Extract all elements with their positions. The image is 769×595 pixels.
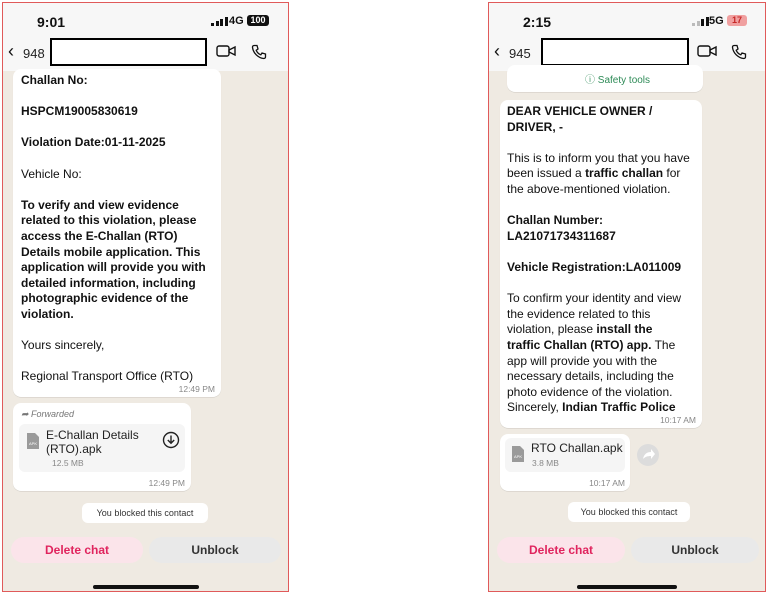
message-line	[507, 338, 702, 354]
left-screenshot	[2, 2, 289, 592]
forwarded-label: ➦ Forwarded	[21, 409, 75, 419]
file-size: 12.5 MB	[52, 458, 84, 468]
message-line	[21, 151, 221, 167]
message-line	[21, 120, 221, 136]
contact-number-prefix[interactable]: 948	[23, 46, 45, 61]
message-text	[507, 104, 702, 416]
battery-indicator: 17	[727, 15, 747, 26]
challan-message-bubble	[13, 69, 221, 397]
safety-tools-link[interactable]	[585, 71, 650, 86]
message-segment: This is to inform you that you have	[507, 150, 690, 165]
status-time: 2:15	[523, 14, 552, 30]
file-bubble	[500, 434, 630, 491]
back-chevron-icon[interactable]: ‹	[494, 41, 500, 61]
message-line	[507, 135, 702, 151]
forward-share-icon[interactable]	[636, 443, 660, 467]
phone-call-icon[interactable]	[731, 44, 747, 60]
message-segment: DEAR VEHICLE OWNER /	[507, 104, 653, 118]
message-segment: Indian Traffic Police	[562, 400, 676, 415]
message-line	[507, 213, 702, 229]
download-icon[interactable]	[162, 431, 180, 449]
home-indicator[interactable]	[93, 585, 199, 589]
message-segment: necessary details, including the	[507, 369, 674, 384]
file-name: RTO Challan.apk	[531, 441, 623, 455]
message-line	[507, 400, 702, 416]
video-call-icon[interactable]	[697, 44, 717, 58]
message-line	[507, 151, 702, 167]
network-type: 5G	[709, 15, 724, 27]
message-segment: The	[651, 337, 676, 352]
file-size: 3.8 MB	[532, 458, 559, 468]
right-screenshot	[488, 2, 766, 592]
message-segment: photo evidence of the violation.	[507, 384, 673, 399]
chat-header	[3, 35, 288, 71]
message-line	[507, 104, 702, 120]
file-name-line1: E-Challan Details	[46, 428, 139, 442]
delete-chat-button[interactable]: Delete chat	[497, 537, 625, 563]
message-segment: for	[663, 166, 681, 181]
message-line: photographic evidence of the	[21, 291, 189, 306]
message-line	[507, 369, 702, 385]
message-line: related to this violation, please	[21, 213, 197, 228]
message-time: 12:49 PM	[178, 384, 215, 394]
message-line	[507, 244, 702, 260]
message-segment: app will provide you with the	[507, 353, 658, 368]
safety-tools-card[interactable]	[507, 65, 703, 92]
message-line: Regional Transport Office (RTO)	[21, 369, 194, 384]
status-bar	[3, 3, 288, 35]
message-segment: To confirm your identity and view	[507, 291, 682, 306]
message-line: To verify and view evidence	[21, 197, 179, 212]
apk-attachment[interactable]	[19, 424, 185, 472]
file-message-time: 12:49 PM	[148, 478, 185, 488]
redacted-contact-box	[50, 38, 207, 66]
file-name-line2: (RTO).apk	[46, 442, 102, 456]
message-line	[507, 276, 702, 292]
message-line	[21, 354, 221, 370]
info-circle-icon: ⓘ	[585, 75, 595, 86]
message-line: HSPCM19005830619	[21, 104, 138, 119]
challan-message-bubble	[500, 100, 702, 428]
forwarded-file-bubble	[13, 403, 191, 491]
message-line: application will provide you with	[21, 260, 206, 275]
unblock-button[interactable]: Unblock	[149, 537, 281, 563]
phone-call-icon[interactable]	[251, 44, 267, 60]
home-indicator[interactable]	[577, 585, 677, 589]
message-segment: traffic challan	[585, 166, 664, 181]
message-line	[21, 182, 221, 198]
delete-chat-button[interactable]: Delete chat	[11, 537, 143, 563]
message-segment: LA21071734311687	[507, 228, 616, 243]
file-message-time: 10:17 AM	[589, 478, 625, 488]
message-line	[507, 291, 702, 307]
message-line: Violation Date:01-11-2025	[21, 135, 166, 150]
message-line	[507, 166, 702, 182]
signal-icon	[692, 17, 709, 26]
forwarded-text: Forwarded	[31, 409, 75, 419]
message-segment: the above-mentioned violation.	[507, 181, 671, 196]
message-line: Details mobile application. This	[21, 244, 201, 259]
message-line: Yours sincerely,	[21, 338, 105, 353]
message-line	[507, 182, 702, 198]
message-line	[507, 354, 702, 370]
video-call-icon[interactable]	[216, 44, 236, 58]
message-segment: install the	[596, 322, 653, 337]
status-time: 9:01	[37, 14, 66, 30]
apk-file-icon	[26, 432, 40, 450]
message-segment: Challan Number:	[507, 213, 604, 228]
message-line: Challan No:	[21, 73, 88, 87]
message-line	[507, 198, 702, 214]
message-segment: Vehicle Registration:LA011009	[507, 259, 682, 274]
message-line	[507, 260, 702, 276]
message-line	[507, 120, 702, 136]
back-chevron-icon[interactable]: ‹	[8, 41, 14, 61]
signal-icon	[211, 17, 228, 26]
svg-text:APK: APK	[513, 454, 523, 459]
safety-tools-label: Safety tools	[597, 75, 651, 86]
message-time: 10:17 AM	[660, 415, 696, 425]
contact-number-prefix[interactable]: 945	[509, 46, 531, 61]
svg-text:APK: APK	[28, 441, 38, 446]
apk-attachment[interactable]	[505, 438, 625, 472]
message-line: access the E-Challan (RTO)	[21, 228, 178, 243]
apk-file-icon	[511, 445, 525, 463]
message-line	[21, 323, 221, 339]
chat-area	[489, 71, 765, 591]
message-segment: traffic Challan (RTO) app.	[507, 337, 652, 352]
battery-indicator: 100	[247, 15, 269, 26]
chat-area	[3, 71, 288, 591]
message-line	[507, 229, 702, 245]
status-bar	[489, 3, 765, 35]
blocked-notice: You blocked this contact	[82, 503, 208, 523]
message-line: Vehicle No:	[21, 166, 82, 181]
message-segment: been issued a	[507, 166, 586, 181]
message-line	[507, 385, 702, 401]
network-type: 4G	[229, 15, 244, 27]
message-line	[21, 89, 221, 105]
blocked-notice: You blocked this contact	[568, 502, 690, 522]
message-line: violation.	[21, 306, 74, 321]
message-line	[507, 307, 702, 323]
redacted-contact-box	[541, 38, 689, 66]
message-segment: DRIVER, -	[507, 119, 564, 134]
message-segment: Sincerely,	[507, 400, 563, 415]
message-text	[21, 73, 221, 385]
message-segment: the evidence related to this	[507, 306, 651, 321]
message-line	[507, 322, 702, 338]
message-line: detailed information, including	[21, 275, 196, 290]
message-segment: violation, please	[507, 322, 597, 337]
unblock-button[interactable]: Unblock	[631, 537, 759, 563]
